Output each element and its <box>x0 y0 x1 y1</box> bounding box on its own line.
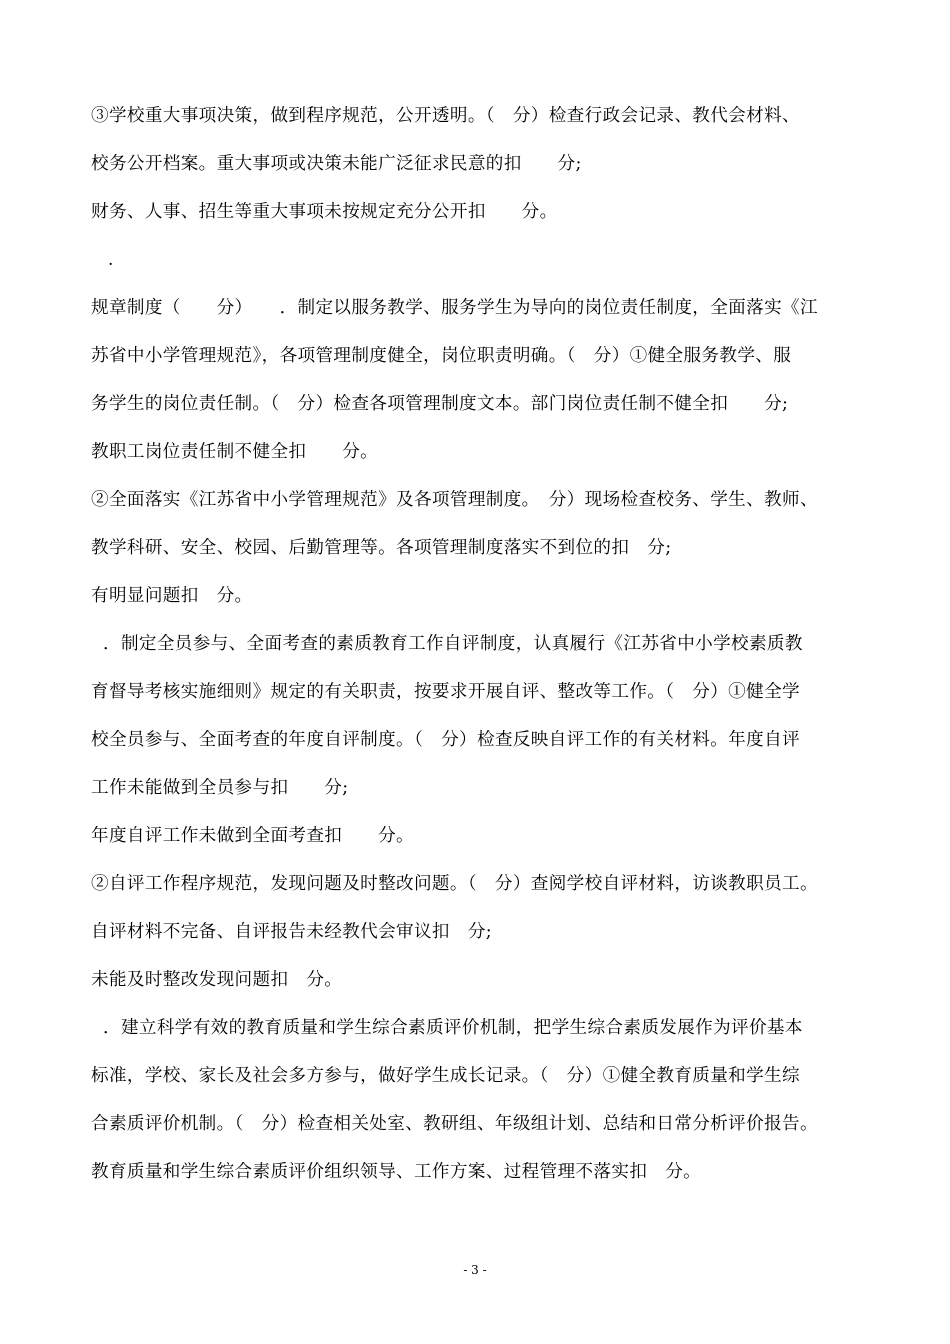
paragraph-line: 苏省中小学管理规范》，各项管理制度健全，岗位职责明确。（ 分）①健全服务教学、服 <box>91 346 792 366</box>
paragraph-line: 有明显问题扣 分。 <box>91 586 253 606</box>
list-marker: . <box>108 250 114 270</box>
paragraph-line: 教职工岗位责任制不健全扣 分。 <box>91 442 379 462</box>
paragraph-line: ③学校重大事项决策，做到程序规范，公开透明。（ 分）检查行政会记录、教代会材料、 <box>91 106 800 126</box>
paragraph-line: 育督导考核实施细则》规定的有关职责，按要求开展自评、整改等工作。（ 分）①健全学 <box>91 682 800 702</box>
paragraph-line: ②自评工作程序规范，发现问题及时整改问题。（ 分）查阅学校自评材料，访谈教职员工。 <box>91 874 818 894</box>
paragraph-line: 标准，学校、家长及社会多方参与，做好学生成长记录。（ 分）①健全教育质量和学生综 <box>91 1066 800 1086</box>
page-number: - 3 - <box>463 1263 487 1277</box>
paragraph-line: 财务、人事、招生等重大事项未按规定充分公开扣 分。 <box>91 202 558 222</box>
paragraph-line: 教学科研、安全、校园、后勤管理等。各项管理制度落实不到位的扣 分; <box>91 538 672 558</box>
paragraph-line: ．建立科学有效的教育质量和学生综合素质评价机制，把学生综合素质发展作为评价基本 <box>103 1018 803 1038</box>
paragraph-line: 务学生的岗位责任制。（ 分）检查各项管理制度文本。部门岗位责任制不健全扣 分; <box>91 394 789 414</box>
paragraph-line: 未能及时整改发现问题扣 分。 <box>91 970 343 990</box>
paragraph-line: ②全面落实《江苏省中小学管理规范》及各项管理制度。 分）现场检查校务、学生、教师、 <box>91 490 818 510</box>
paragraph-line: ．制定全员参与、全面考查的素质教育工作自评制度，认真履行《江苏省中小学校素质教 <box>103 634 803 654</box>
paragraph-line: 自评材料不完备、自评报告未经教代会审议扣 分; <box>91 922 493 942</box>
paragraph-line: 年度自评工作未做到全面考查扣 分。 <box>91 826 414 846</box>
paragraph-line: 校全员参与、全面考查的年度自评制度。（ 分）检查反映自评工作的有关材料。年度自评 <box>91 730 800 750</box>
paragraph-line: 工作未能做到全员参与扣 分; <box>91 778 349 798</box>
paragraph-line: 规章制度（ 分） ．制定以服务教学、服务学生为导向的岗位责任制度，全面落实《江 <box>91 298 818 318</box>
paragraph-line: 合素质评价机制。（ 分）检查相关处室、教研组、年级组计划、总结和日常分析评价报告。 <box>91 1114 818 1134</box>
paragraph-line: 教育质量和学生综合素质评价组织领导、工作方案、过程管理不落实扣 分。 <box>91 1162 702 1182</box>
paragraph-line: 校务公开档案。重大事项或决策未能广泛征求民意的扣 分; <box>91 154 582 174</box>
